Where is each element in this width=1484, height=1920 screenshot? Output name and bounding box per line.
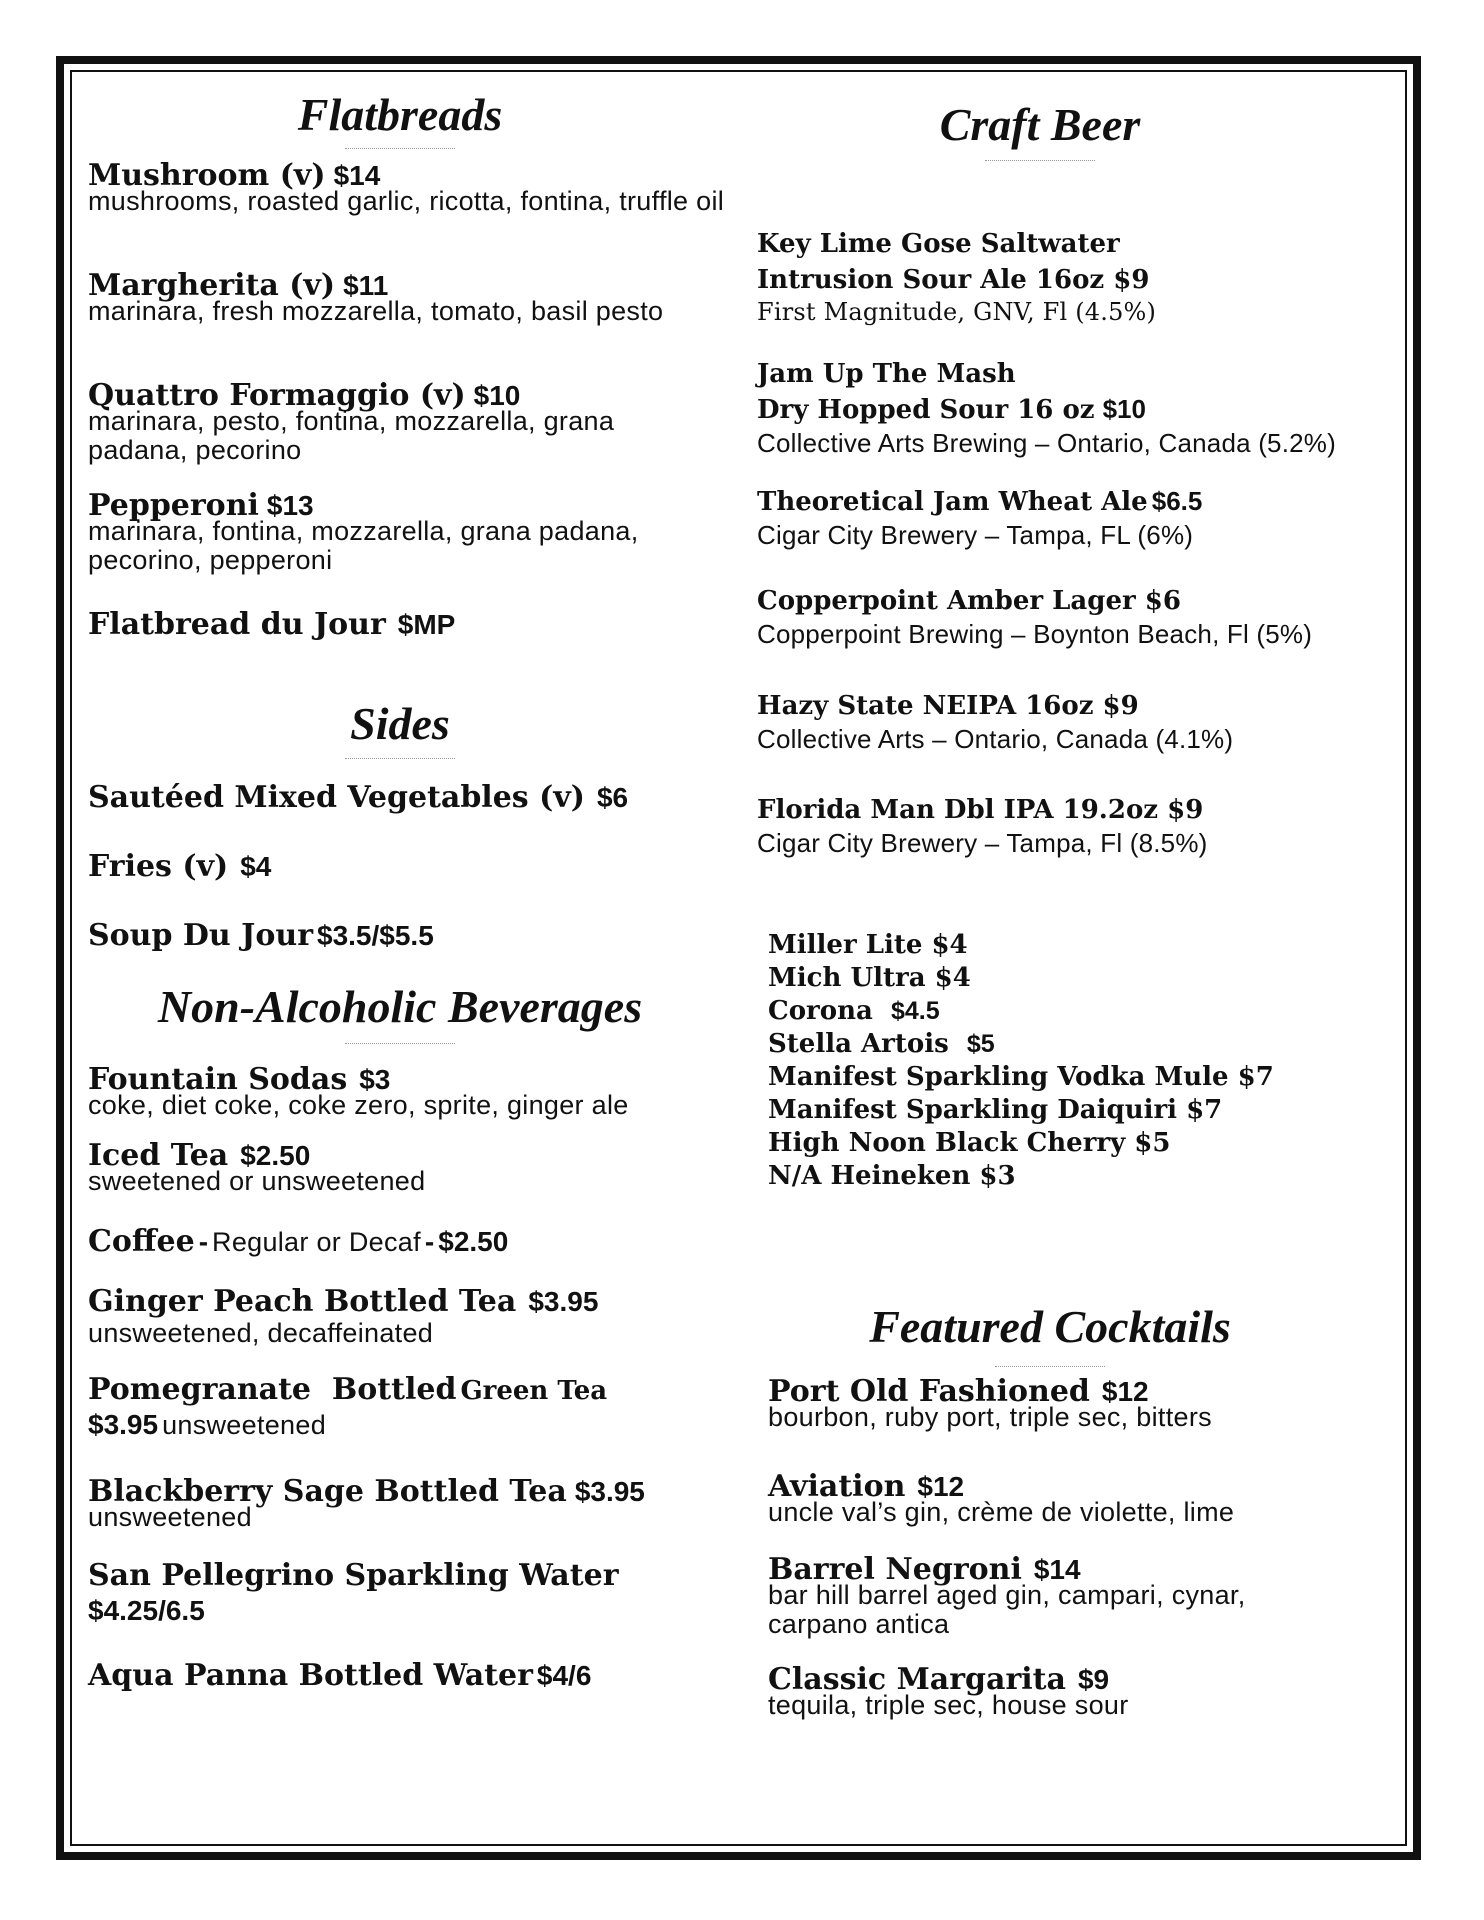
list-item: Manifest Sparkling Daiquiri $7	[768, 1095, 1223, 1125]
item-name: Port Old Fashioned	[768, 1374, 1090, 1409]
item-name: Ginger Peach Bottled Tea	[88, 1284, 517, 1319]
item-description: mushrooms, roasted garlic, ricotta, fontina, truffle oil	[88, 186, 725, 216]
list-item: Mich Ultra $4	[768, 963, 971, 993]
beer-name: Key Lime Gose Saltwater	[757, 229, 1120, 259]
item-description: tequila, triple sec, house sour	[768, 1690, 1129, 1720]
beer-brewery: First Magnitude, GNV, Fl (4.5%)	[757, 298, 1157, 326]
item-description: unsweetened, decaffeinated	[88, 1318, 434, 1348]
item-name: Margherita (v)	[88, 268, 336, 303]
item-price: $3.95	[528, 1286, 599, 1317]
item-description: sweetened or unsweetened	[88, 1166, 426, 1196]
item-name: Aqua Panna Bottled Water	[88, 1658, 533, 1693]
item-description: bourbon, ruby port, triple sec, bitters	[768, 1402, 1212, 1432]
beer-copperpoint	[757, 583, 1312, 650]
item-price: $4	[240, 851, 272, 882]
item-price: $12	[917, 1471, 965, 1502]
cocktail-barrel-negroni	[768, 1552, 1348, 1639]
item-price: $3	[359, 1064, 391, 1095]
item-price: $10	[473, 380, 521, 411]
beer-key-lime-gose	[757, 226, 1156, 326]
list-item	[768, 995, 1274, 1028]
item-name: Pepperoni	[88, 488, 259, 523]
item-price: $4/6	[536, 1660, 592, 1691]
cocktails-divider	[995, 1366, 1105, 1367]
item-price: $6	[596, 782, 629, 813]
item-name: Flatbread du Jour	[88, 607, 386, 642]
item-description: marinara, pesto, fontina, mozzarella, grana padana, pecorino	[88, 406, 615, 465]
item-price: $4.5	[890, 997, 940, 1025]
item-description: uncle val’s gin, crème de violette, lime	[768, 1497, 1235, 1527]
item-price: $MP	[397, 609, 456, 640]
item-description: bar hill barrel aged gin, campari, cynar, carpano antica	[768, 1580, 1246, 1639]
item-name: Barrel Negroni	[768, 1552, 1022, 1587]
item-name: Coffee	[88, 1224, 195, 1259]
item-name: Fries (v)	[88, 849, 229, 884]
beer-theoretical-jam	[757, 484, 1202, 551]
beer-price: $10	[1102, 394, 1146, 424]
item-name: San Pellegrino Sparkling Water	[88, 1558, 619, 1593]
domestic-beer-list	[768, 929, 1274, 1193]
menu-item-ginger-peach-tea	[88, 1284, 738, 1348]
beer-name: Florida Man Dbl IPA 19.2oz $9	[757, 795, 1204, 825]
item-name: Mushroom (v)	[88, 158, 326, 193]
flatbreads-heading: Flatbreads	[297, 89, 503, 140]
menu-item-san-pellegrino	[88, 1558, 738, 1627]
item-price: $9	[1077, 1664, 1110, 1695]
item-name: Blackberry Sage Bottled Tea	[88, 1474, 567, 1509]
menu-item-pepperoni	[88, 488, 728, 575]
beer-brewery: Cigar City Brewery – Tampa, Fl (8.5%)	[757, 828, 1208, 858]
sides-divider	[345, 758, 455, 759]
menu-item-soup-du-jour	[88, 918, 434, 953]
menu-item-iced-tea	[88, 1138, 738, 1196]
beer-brewery: Collective Arts Brewing – Ontario, Canada (5.2%)	[757, 428, 1336, 458]
list-item: N/A Heineken $3	[768, 1161, 1016, 1191]
item-price: $3.95	[88, 1409, 159, 1440]
beer-name: Hazy State NEIPA 16oz $9	[757, 691, 1139, 721]
menu-item-sauteed-vegetables	[88, 780, 628, 815]
item-name: Corona	[768, 996, 873, 1026]
item-description: unsweetened	[88, 1502, 252, 1532]
menu-item-flatbread-du-jour	[88, 607, 455, 642]
item-price: $3.95	[574, 1476, 645, 1507]
beer-name: Copperpoint Amber Lager $6	[757, 586, 1181, 616]
list-item	[768, 1028, 1274, 1061]
non-alcoholic-heading: Non-Alcoholic Beverages	[157, 981, 643, 1032]
beer-brewery: Cigar City Brewery – Tampa, FL (6%)	[757, 520, 1194, 550]
item-name: Aviation	[768, 1469, 906, 1504]
cocktail-aviation	[768, 1469, 1388, 1527]
beer-name: Jam Up The Mash	[757, 359, 1016, 389]
menu-item-pomegranate-tea	[88, 1372, 738, 1441]
item-name: Soup Du Jour	[88, 918, 313, 953]
non-alcoholic-divider	[345, 1043, 455, 1044]
item-price: $2.50	[240, 1140, 311, 1171]
item-price: $14	[333, 160, 381, 191]
item-price: $14	[1033, 1554, 1081, 1585]
item-description: coke, diet coke, coke zero, sprite, ginger ale	[88, 1090, 629, 1120]
beer-name-line2: Dry Hopped Sour 16 oz	[757, 395, 1095, 425]
list-item: Miller Lite $4	[768, 930, 968, 960]
item-name: Stella Artois	[768, 1029, 949, 1059]
cocktail-port-old-fashioned	[768, 1374, 1388, 1432]
menu-item-mushroom	[88, 158, 728, 216]
item-price: $5	[966, 1030, 995, 1058]
item-name: Fountain Sodas	[88, 1062, 348, 1097]
list-item: High Noon Black Cherry $5	[768, 1128, 1171, 1158]
item-price: $2.50	[438, 1226, 509, 1257]
item-price: $3.5/$5.5	[317, 920, 434, 951]
cocktails-heading: Featured Cocktails	[869, 1301, 1231, 1352]
flatbreads-divider	[345, 148, 455, 149]
beer-jam-up-the-mash	[757, 356, 1336, 459]
beer-name: Theoretical Jam Wheat Ale	[757, 487, 1148, 517]
craft-beer-divider	[985, 160, 1095, 161]
item-name: Iced Tea	[88, 1138, 229, 1173]
item-price: $11	[343, 270, 389, 301]
menu-item-coffee: Coffee - Regular or Decaf - $2.50	[88, 1224, 509, 1259]
menu-item-fountain-sodas	[88, 1062, 738, 1120]
item-name: Sautéed Mixed Vegetables (v)	[88, 780, 585, 815]
menu-item-margherita	[88, 268, 688, 326]
cocktail-classic-margarita	[768, 1662, 1388, 1720]
menu-item-blackberry-sage-tea	[88, 1474, 738, 1532]
list-item: Manifest Sparkling Vodka Mule $7	[768, 1062, 1274, 1092]
item-description: marinara, fontina, mozzarella, grana padana, pecorino, pepperoni	[88, 516, 639, 575]
item-description: marinara, fresh mozzarella, tomato, basil pesto	[88, 296, 664, 326]
beer-brewery: Collective Arts – Ontario, Canada (4.1%)	[757, 724, 1234, 754]
sides-heading: Sides	[350, 698, 450, 749]
beer-brewery: Copperpoint Brewing – Boynton Beach, Fl (5%)	[757, 619, 1313, 649]
beer-price: $6.5	[1151, 486, 1203, 516]
item-name: Pomegranate Bottled	[88, 1372, 457, 1407]
item-name-suffix: Green Tea	[460, 1376, 608, 1406]
item-price: $12	[1101, 1376, 1149, 1407]
item-description: unsweetened	[162, 1410, 327, 1440]
menu-item-aqua-panna	[88, 1658, 591, 1693]
beer-florida-man	[757, 792, 1208, 859]
beer-hazy-state	[757, 688, 1233, 755]
menu-item-quattro-formaggio	[88, 378, 708, 465]
item-price: $4.25/6.5	[88, 1595, 205, 1626]
craft-beer-heading: Craft Beer	[939, 99, 1141, 150]
menu-item-fries	[88, 849, 271, 884]
beer-name-line2: Intrusion Sour Ale 16oz $9	[757, 265, 1150, 295]
item-name: Classic Margarita	[768, 1662, 1066, 1697]
item-description: Regular or Decaf	[212, 1227, 421, 1257]
item-price: $13	[266, 490, 314, 521]
item-name: Quattro Formaggio (v)	[88, 378, 466, 413]
